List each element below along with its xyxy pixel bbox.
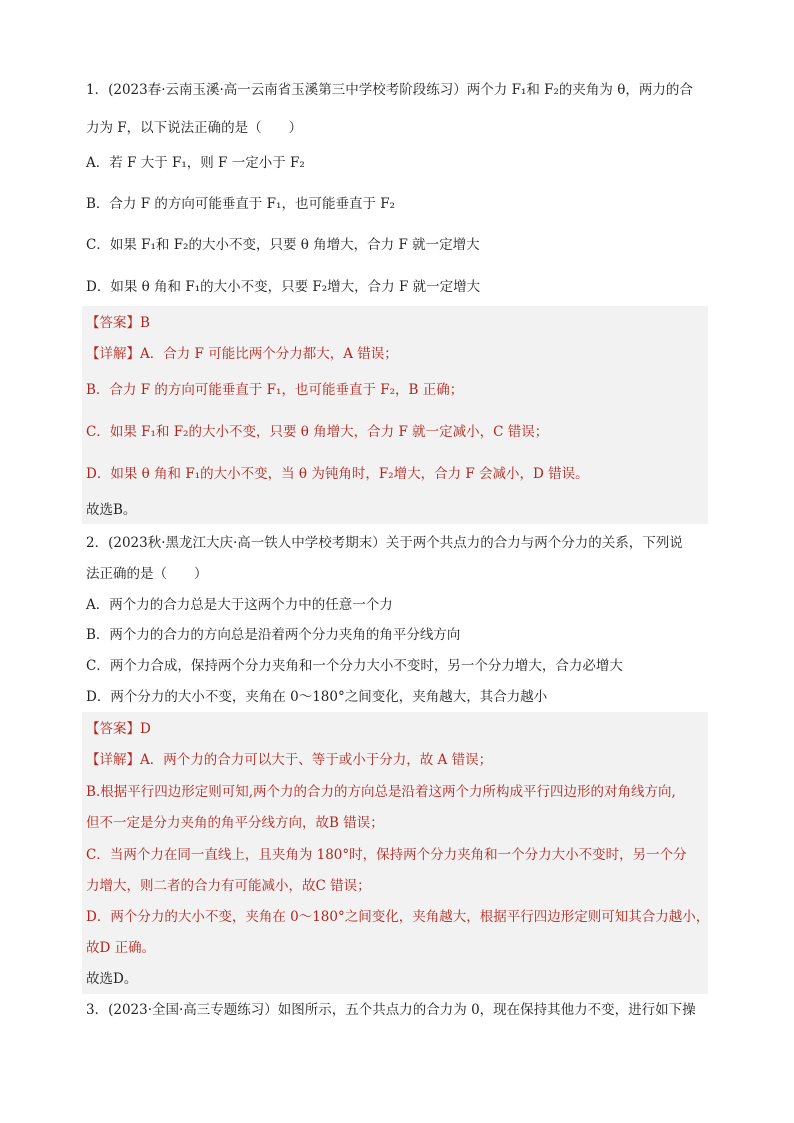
- q1-answer-line: [86, 313, 150, 333]
- q2-option-c: C．两个力合成，保持两个分力夹角和一个分力大小不变时，另一个分力增大，合力必增大: [86, 658, 623, 674]
- q3-stem-line1: 3．(2023·全国·高三专题练习）如图所示，五个共点力的合力为 0，现在保持其他力不变，进行如下操: [86, 1002, 696, 1018]
- q1-answer-label: 【答案】: [86, 315, 140, 331]
- q2-answer-label: 【答案】: [86, 721, 140, 737]
- q1-detail-text: A．合力 F 可能比两个分力都大，A 错误；: [140, 346, 398, 362]
- q2-option-b: B．两个力的合力的方向总是沿着两个分力夹角的角平分线方向: [86, 627, 461, 643]
- q1-answer-value: B: [140, 315, 150, 331]
- q2-stem-line2: 法正确的是（ ）: [86, 566, 208, 582]
- q1-option-a: A．若 F 大于 F₁，则 F 一定小于 F₂: [86, 155, 305, 171]
- q2-detail-b2: 但不一定是分力夹角的角平分线方向，故B 错误；: [86, 815, 384, 831]
- q1-detail-c: C．如果 F₁和 F₂的大小不变，只要 θ 角增大，合力 F 就一定减小，C 错误；: [86, 424, 549, 440]
- q2-detail-d1: D．两个分力的大小不变，夹角在 0～180°之间变化，夹角越大，根据平行四边形定则可知其合力越小，: [86, 909, 710, 925]
- q2-detail-text: A．两个力的合力可以大于、等于或小于分力，故 A 错误；: [140, 752, 493, 768]
- q1-stem-line2: 力为 F，以下说法正确的是（ ）: [86, 120, 303, 136]
- q2-option-a: A．两个力的合力总是大于这两个力中的任意一个力: [86, 597, 393, 613]
- q2-conclusion: 故选D。: [86, 971, 138, 987]
- q1-option-b: B．合力 F 的方向可能垂直于 F₁，也可能垂直于 F₂: [86, 196, 396, 212]
- q1-detail-label: 【详解】: [86, 346, 140, 362]
- q1-answer-block: [82, 306, 708, 524]
- q1-option-d: D．如果 θ 角和 F₁的大小不变，只要 F₂增大，合力 F 就一定增大: [86, 279, 481, 295]
- q2-detail-c2: 力增大，则二者的合力有可能减小，故C 错误；: [86, 878, 371, 894]
- q2-answer-value: D: [140, 721, 151, 737]
- q1-conclusion: 故选B。: [86, 502, 137, 518]
- q2-detail-c1: C．当两个力在同一直线上，且夹角为 180°时，保持两个分力夹角和一个分力大小不变时，另一个分: [86, 847, 687, 863]
- q1-option-c: C．如果 F₁和 F₂的大小不变，只要 θ 角增大，合力 F 就一定增大: [86, 237, 480, 253]
- q1-detail-line: [86, 344, 398, 364]
- q2-detail-d2: 故D 正确。: [86, 940, 156, 956]
- q2-stem-line1: 2．(2023秋·黑龙江大庆·高一铁人中学校考期末）关于两个共点力的合力与两个分力的关系，下列说: [86, 535, 683, 551]
- q2-detail-b1: B.根据平行四边形定则可知,两个力的合力的方向总是沿着这两个力所构成平行四边形的对角线方向,: [86, 784, 676, 800]
- q1-detail-b: B．合力 F 的方向可能垂直于 F₁，也可能垂直于 F₂，B 正确；: [86, 382, 464, 398]
- q2-detail-line: [86, 750, 492, 770]
- q1-detail-d: D．如果 θ 角和 F₁的大小不变，当 θ 为钝角时，F₂增大，合力 F 会减小，D 错误。: [86, 466, 589, 482]
- q1-stem-line1: 1．(2023春·云南玉溪·高一云南省玉溪第三中学校考阶段练习）两个力 F₁和 F₂的夹角为 θ，两力的合: [86, 82, 693, 98]
- q2-option-d: D．两个分力的大小不变，夹角在 0～180°之间变化，夹角越大，其合力越小: [86, 689, 548, 705]
- q2-detail-label: 【详解】: [86, 752, 140, 768]
- q2-answer-line: [86, 719, 151, 739]
